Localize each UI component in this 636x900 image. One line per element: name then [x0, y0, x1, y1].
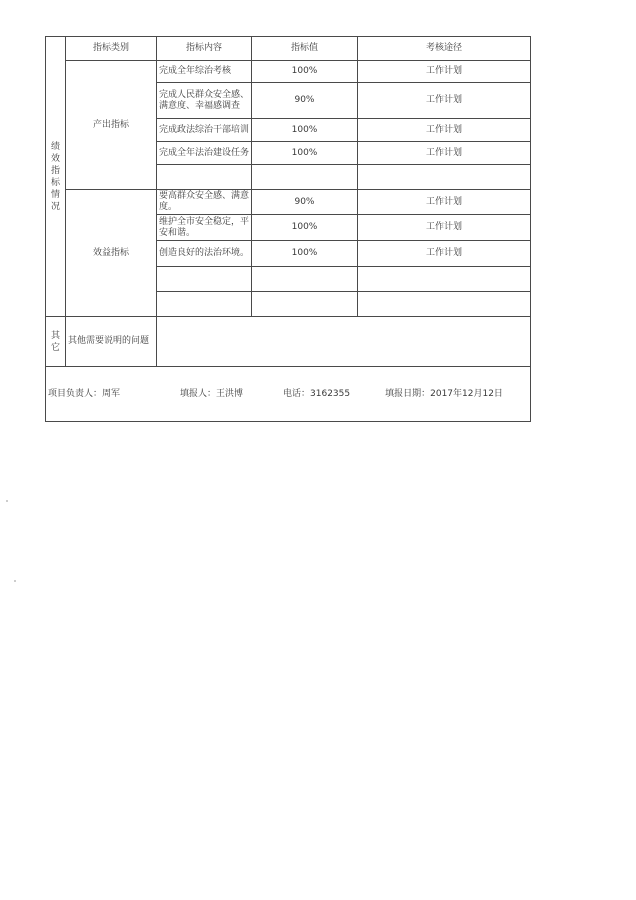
indicator-content: 完成政法综治干部培训 [157, 119, 252, 142]
table-row [46, 61, 531, 83]
header-row [46, 37, 531, 61]
performance-indicator-table [45, 36, 531, 422]
indicator-method: 工作计划 [358, 142, 531, 165]
indicator-value [252, 292, 358, 317]
indicator-value: 100% [252, 241, 358, 267]
indicator-method: 工作计划 [358, 119, 531, 142]
signature-cell [46, 367, 531, 422]
indicator-method: 工作计划 [358, 61, 531, 83]
indicator-value: 100% [252, 119, 358, 142]
indicator-method: 工作计划 [358, 190, 531, 215]
indicator-value: 100% [252, 215, 358, 241]
section-label-char: 它 [50, 342, 60, 353]
indicator-content: 创造良好的法治环境。 [157, 241, 252, 267]
indicator-content [157, 292, 252, 317]
indicator-content: 完成人民群众安全感、满意度、幸福感调查 [157, 83, 252, 119]
header-value: 指标值 [252, 37, 358, 61]
scan-speck [14, 580, 16, 582]
indicator-value: 90% [252, 83, 358, 119]
section-label-char: 况 [50, 201, 60, 212]
indicator-value [252, 267, 358, 292]
section-label-performance [46, 37, 66, 317]
table-row [46, 190, 531, 215]
signature-row [46, 367, 531, 422]
phone-number: 电话：3162355 [283, 388, 351, 399]
fill-date: 填报日期：2017年12月12日 [385, 388, 503, 399]
indicator-method: 工作计划 [358, 83, 531, 119]
other-text: 其他需要说明的问题 [66, 317, 157, 367]
header-content: 指标内容 [157, 37, 252, 61]
group-name-output: 产出指标 [66, 61, 157, 190]
group-name-benefit: 效益指标 [66, 190, 157, 317]
indicator-method: 工作计划 [358, 215, 531, 241]
indicator-content: 要高群众安全感、满意度。 [157, 190, 252, 215]
indicator-method [358, 267, 531, 292]
indicator-value: 100% [252, 61, 358, 83]
section-label-char: 其 [50, 330, 60, 341]
header-method: 考核途径 [358, 37, 531, 61]
other-value [157, 317, 531, 367]
indicator-content: 完成全年法治建设任务 [157, 142, 252, 165]
indicator-content: 完成全年综治考核 [157, 61, 252, 83]
other-row [46, 317, 531, 367]
section-label-other [46, 317, 66, 367]
indicator-method: 工作计划 [358, 241, 531, 267]
indicator-content [157, 267, 252, 292]
section-label-char: 指 [50, 165, 60, 176]
scan-speck [6, 500, 8, 502]
indicator-content: 维护全市安全稳定，平安和谐。 [157, 215, 252, 241]
indicator-method [358, 292, 531, 317]
indicator-method [358, 165, 531, 190]
indicator-value: 90% [252, 190, 358, 215]
header-category: 指标类别 [66, 37, 157, 61]
project-leader: 项目负责人：周军 [48, 388, 121, 399]
indicator-value: 100% [252, 142, 358, 165]
section-label-char: 情 [50, 189, 60, 200]
section-label-char: 标 [50, 177, 60, 188]
signature-line [46, 389, 530, 400]
section-label-char: 效 [50, 153, 60, 164]
filler-name: 填报人：王洪博 [180, 388, 244, 399]
indicator-content [157, 165, 252, 190]
indicator-value [252, 165, 358, 190]
section-label-char: 绩 [50, 141, 60, 152]
